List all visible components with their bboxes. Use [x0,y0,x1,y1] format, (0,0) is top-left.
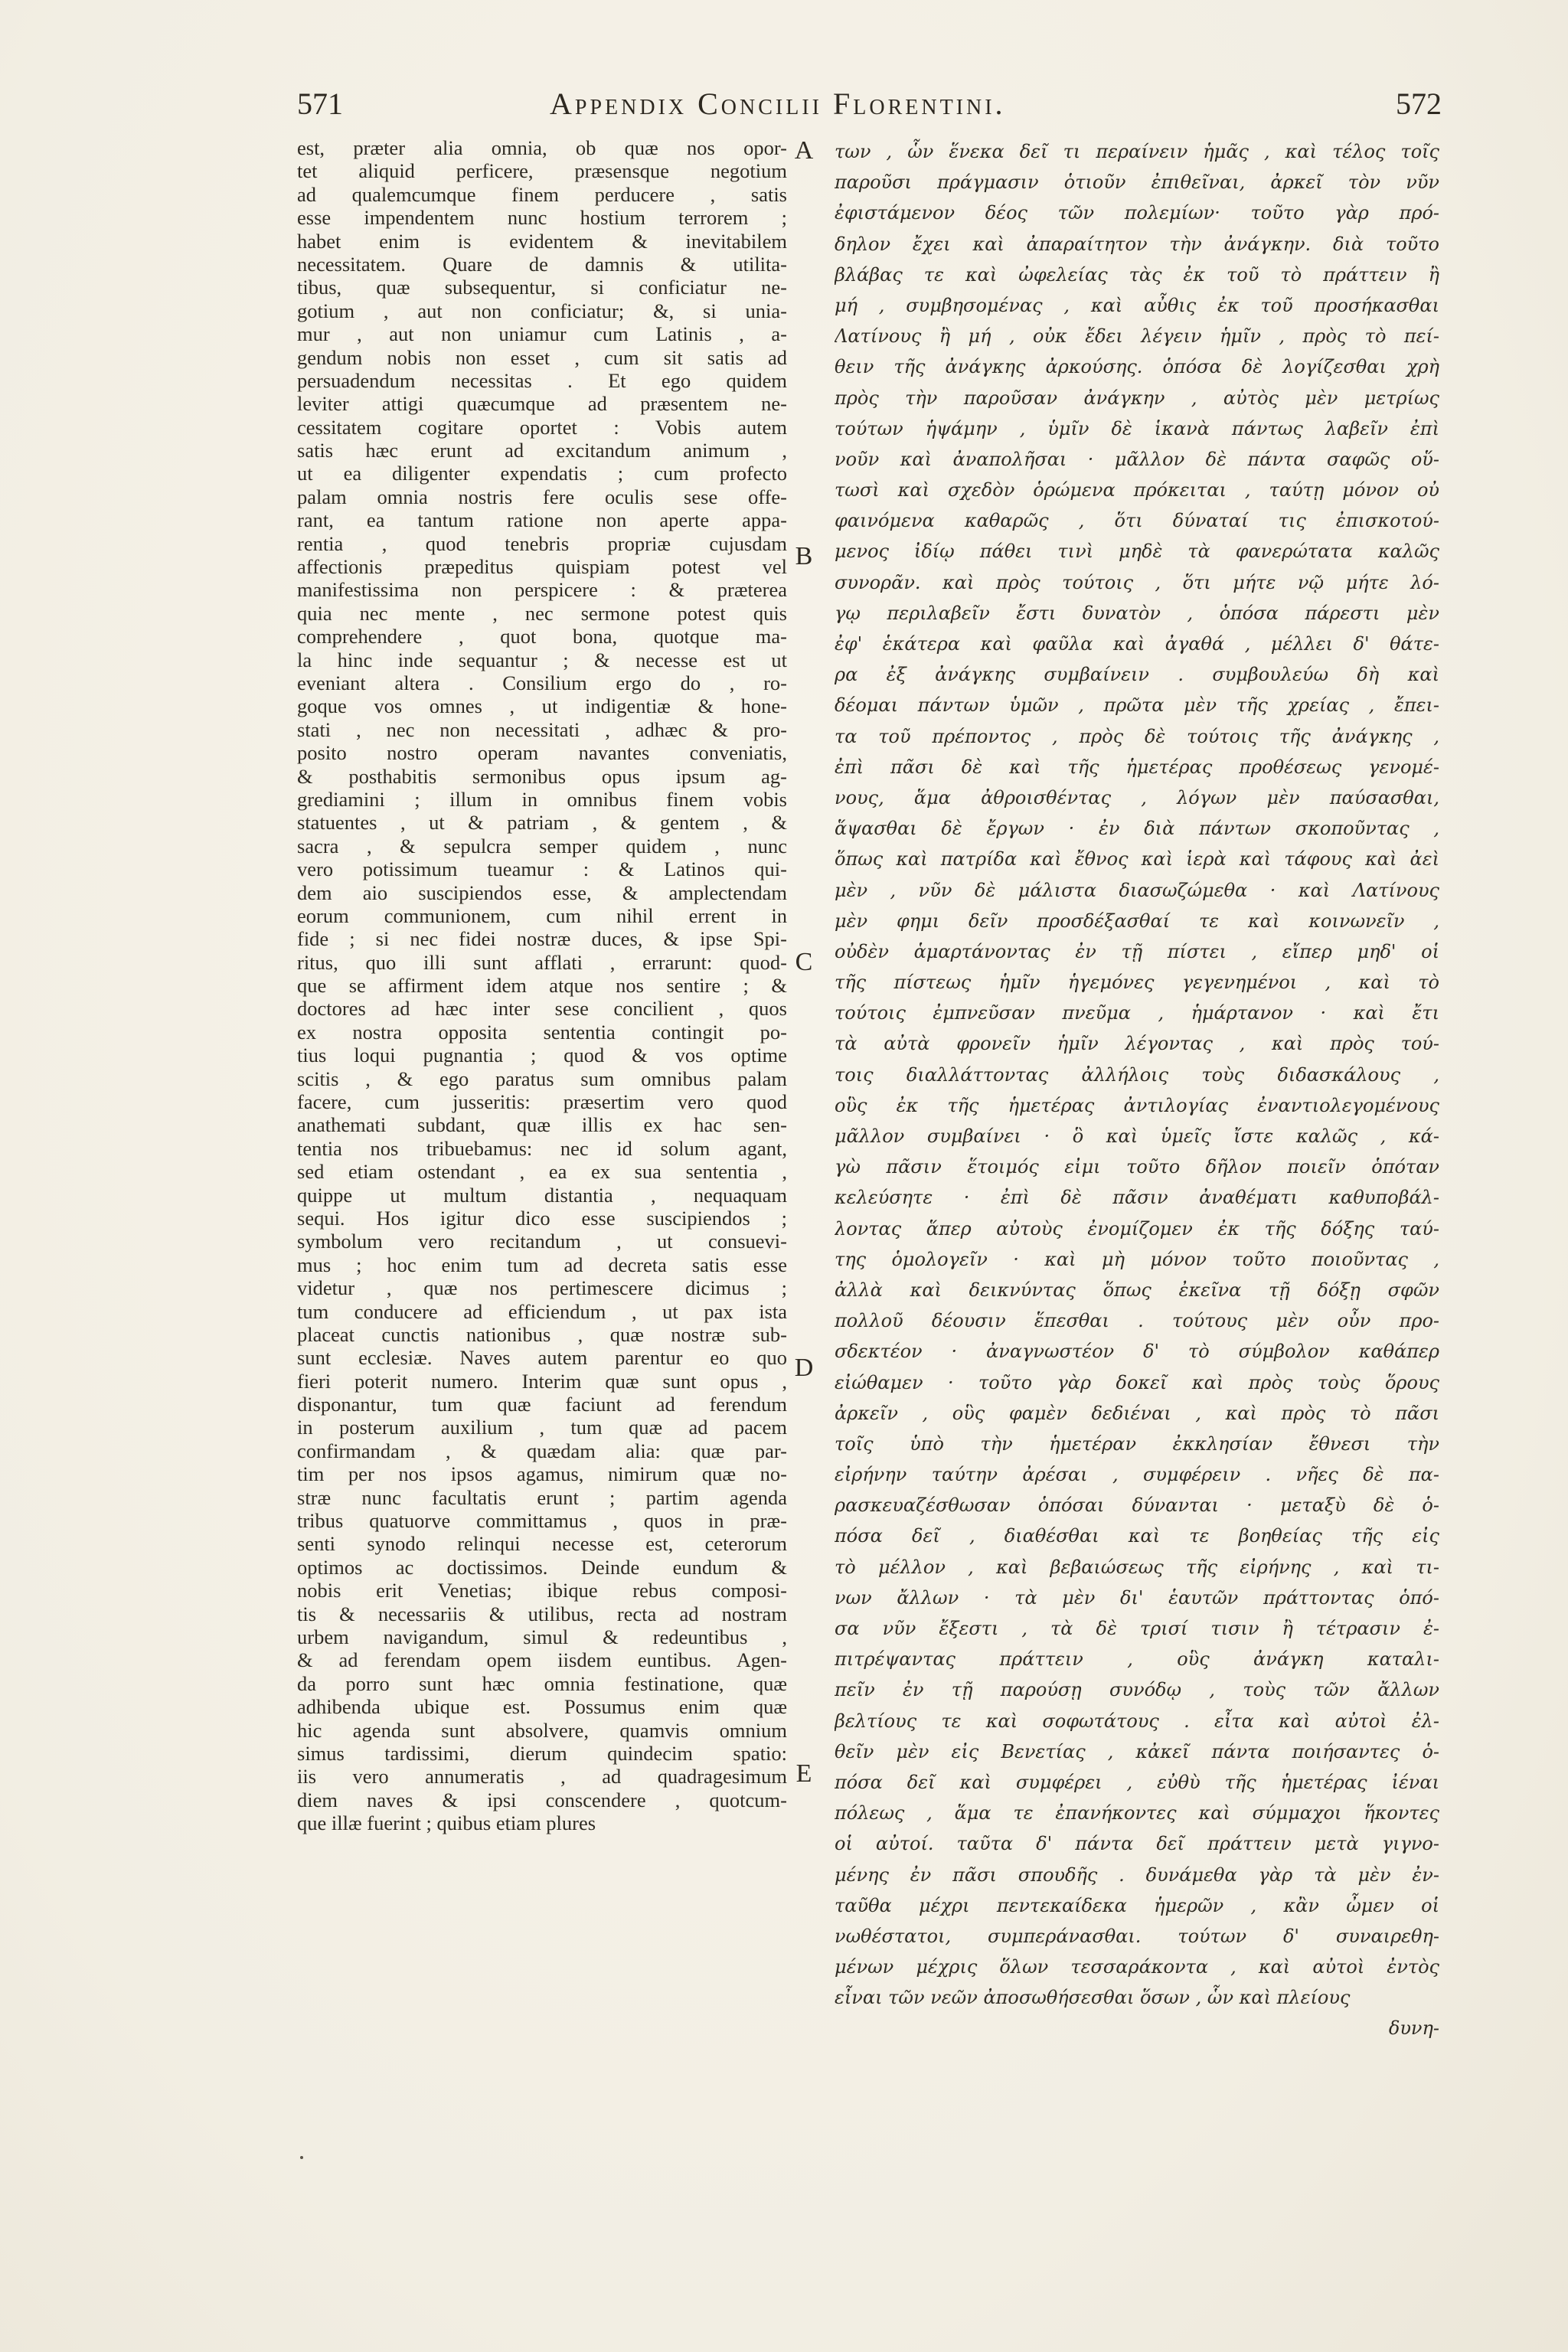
greek-line: ἐφιστάμενον δέος τῶν πολεμίων· τοῦτο γὰρ πρό- [835,202,1439,224]
greek-line: μενος ἰδίῳ πάθει τινὶ μηδὲ τὰ φανερώτατα καλῶς [835,541,1439,563]
greek-line: νωθέστατοι, συμπεράνασθαι. τούτων δ' συναιρεθη- [835,1925,1439,1947]
latin-line: hic agenda sunt absolvere, quamvis omnium [297,1718,787,1742]
greek-line: εἰρήνην ταύτην ἀρέσαι , συμφέρειν . νῆες δὲ πα- [835,1464,1439,1486]
latin-line: eorum communionem, cum nihil errent in [297,903,787,927]
greek-line: λοντας ἅπερ αὐτοὺς ἐνομίζομεν ἐκ τῆς δόξης ταύ- [835,1217,1439,1240]
latin-line: ut ea diligenter expendatis ; cum profecto [297,462,787,485]
greek-line: ρασκευαζέσθωσαν ὁπόσαι δύνανται · μεταξὺ δὲ ὁ- [835,1494,1439,1517]
latin-line: posito nostro operam navantes conveniatis, [297,741,787,765]
latin-line: tis & necessariis & utilibus, recta ad nostram [297,1602,787,1625]
latin-line: gotium , aut non conficiatur; &, si unia- [297,299,787,322]
greek-line: γῳ περιλαβεῖν ἔστι δυνατὸν , ὁπόσα πάρεστι μὲν [835,602,1439,624]
left-page-number: 571 [297,87,343,121]
greek-line: ἅψασθαι δὲ ἔργων · ἐν διὰ πάντων σκοποῦντας , [835,818,1439,840]
latin-line: confirmandam , & quædam alia: quæ par- [297,1439,787,1462]
ink-speck [300,2156,303,2159]
latin-line: cessitatem cogitare oportet : Vobis autem [297,415,787,439]
greek-line: φαινόμενα καθαρῶς , ὅτι δύναταί τις ἐπισκοτού- [835,510,1439,532]
greek-line: τὰ αὐτὰ φρονεῖν ἡμῖν λέγοντας , καὶ πρὸς τού- [835,1033,1439,1055]
greek-line: τωσὶ καὶ σχεδὸν ὁρώμενα πρόκειται , ταύτῃ μόνον οὐ [835,479,1439,501]
running-title: Appendix Concilii Florentini. [550,87,1006,121]
greek-line: οὐδὲν ἁμαρτάνοντας ἐν τῇ πίστει , εἴπερ μηδ' οἱ [835,940,1439,962]
latin-line: stati , nec non necessitati , adhæc & pro- [297,717,787,741]
greek-line: τῆς πίστεως ἡμῖν ἡγεμόνες γεγενημένοι , καὶ τὸ [835,972,1439,994]
latin-line: adhibenda ubique est. Possumus enim quæ [297,1695,787,1719]
greek-line: πεῖν ἐν τῇ παρούσῃ συνόδῳ , τοὺς τῶν ἄλλων [835,1679,1439,1701]
latin-line: senti synodo relinqui necesse est, ceterorum [297,1532,787,1556]
greek-line: νοῦν καὶ ἀναπολῆσαι · μᾶλλον δὲ πάντα σαφῶς οὕ- [835,448,1439,470]
latin-line: dem aio suscipiendos esse, & amplectendam [297,880,787,904]
greek-line: ἀρκεῖν , οὓς φαμὲν δεδιέναι , καὶ πρὸς τὸ πᾶσι [835,1402,1439,1424]
latin-line: tibus, quæ subsequentur, si conficiatur ne- [297,276,787,299]
latin-line: esse impendentem nunc hostium terrorem ; [297,206,787,230]
latin-line: persuadendum necessitas . Et ego quidem [297,368,787,392]
greek-line: μὲν φημι δεῖν προσδέξασθαί τε καὶ κοινωνεῖν , [835,910,1439,932]
margin-marker: A [794,136,814,165]
latin-line: diem naves & ipsi conscendere , quotcum- [297,1788,787,1811]
latin-line: & ad ferendam opem iisdem euntibus. Agen- [297,1648,787,1672]
margin-marker: D [794,1354,814,1382]
greek-line: παροῦσι πράγμασιν ὁτιοῦν ἐπιθεῖναι, ἀρκεῖ τὸν νῦν [835,172,1439,194]
greek-line: Λατίνους ἢ μή , οὐκ ἔδει λέγειν ἡμῖν , πρὸς τὸ πεί- [835,325,1439,348]
latin-line: affectionis præpeditus quispiam potest vel [297,555,787,579]
greek-line: μὲν , νῦν δὲ μάλιστα διασωζώμεθα · καὶ Λατίνους [835,879,1439,901]
latin-line: facere, cum jusseritis: præsertim vero quod [297,1090,787,1114]
greek-line: εἰώθαμεν · τοῦτο γὰρ δοκεῖ καὶ πρὸς τοὺς ὅρους [835,1371,1439,1393]
latin-line: doctores ad hæc inter sese concilient , quos [297,997,787,1021]
greek-line: ἐφ' ἑκάτερα καὶ φαῦλα καὶ ἀγαθά , μέλλει δ' θάτε- [835,633,1439,655]
greek-line: πρὸς τὴν παροῦσαν ἀνάγκην , αὐτὸς μὲν μετρίως [835,387,1439,409]
latin-line: fide ; si nec fidei nostræ duces, & ipse Spi- [297,927,787,951]
latin-line: tentia nos tribuebamus: nec id solum agant, [297,1136,787,1160]
latin-line: tet aliquid perficere, præsensque negotium [297,159,787,183]
greek-line: ταῦθα μέχρι πεντεκαίδεκα ἡμερῶν , κἂν ὦμεν οἱ [835,1894,1439,1916]
greek-line: γὼ πᾶσιν ἕτοιμός εἰμι τοῦτο δῆλον ποιεῖν ὁπόταν [835,1156,1439,1178]
greek-line: μένης ἐν πᾶσι σπουδῆς . δυνάμεθα γὰρ τὰ μὲν ἐν- [835,1864,1439,1886]
greek-line: οὓς ἐκ τῆς ἡμετέρας ἀντιλογίας ἐναντιολεγομένους [835,1094,1439,1116]
latin-line: sunt ecclesiæ. Naves autem parentur eo quo [297,1346,787,1370]
latin-line: tum conducere ad efficiendum , ut pax ista [297,1299,787,1323]
greek-line: δηλον ἔχει καὶ ἀπαραίτητον τὴν ἀνάγκην. διὰ τοῦτο [835,233,1439,255]
latin-line: iis vero annumeratis , ad quadragesimum [297,1765,787,1788]
latin-line: que illæ fuerint ; quibus etiam plures [297,1811,596,1835]
latin-text-column [297,136,787,1835]
greek-line: τούτοις ἐμπνεῦσαν πνεῦμα , ἡμάρτανον · καὶ ἔτι [835,1002,1439,1024]
latin-line: comprehendere , quot bona, quotque ma- [297,625,787,648]
margin-marker: B [795,542,813,570]
latin-line: sacra , & sepulcra semper quidem , nunc [297,834,787,858]
greek-line: πόλεως , ἅμα τε ἐπανήκοντες καὶ σύμμαχοι ἥκοντες [835,1802,1439,1824]
greek-line: ρα ἐξ ἀνάγκης συμβαίνειν . συμβουλεύω δὴ καὶ [835,664,1439,686]
page-header [297,86,1472,132]
greek-line: μᾶλλον συμβαίνει · ὃ καὶ ὑμεῖς ἴστε καλῶς , κά- [835,1125,1439,1147]
latin-line: simus tardissimi, dierum quindecim spatio: [297,1741,787,1765]
latin-line: habet enim is evidentem & inevitabilem [297,229,787,253]
greek-line: νων ἄλλων · τὰ μὲν δι' ἑαυτῶν πράττοντας ὁπό- [835,1586,1439,1609]
latin-line: symbolum vero recitandum , ut consuevi- [297,1230,787,1253]
latin-line: la hinc inde sequantur ; & necesse est ut [297,648,787,671]
latin-line: ad qualemcumque finem perducere , satis [297,182,787,206]
greek-line: ἀλλὰ καὶ δεικνύντας ὅπως ἐκεῖνα τῇ δόξῃ σφῶν [835,1279,1439,1301]
latin-line: mus ; hoc enim tum ad decreta satis esse [297,1253,787,1276]
greek-line: της ὁμολογεῖν · καὶ μὴ μόνον τοῦτο ποιοῦντας , [835,1248,1439,1270]
greek-line: πόσα δεῖ καὶ συμφέρει , εὐθὺ τῆς ἡμετέρας ἰέναι [835,1771,1439,1793]
greek-line: των , ὧν ἕνεκα δεῖ τι περαίνειν ἡμᾶς , καὶ τέλος τοῖς [835,141,1439,162]
greek-line: ἐπὶ πᾶσι δὲ καὶ τῆς ἡμετέρας προθέσεως γενομέ- [835,756,1439,778]
latin-line: stræ nunc facultatis erunt ; partim agenda [297,1485,787,1509]
greek-line: ὅπως καὶ πατρίδα καὶ ἔθνος καὶ ἱερὰ καὶ τάφους καὶ ἀεὶ [835,848,1439,871]
latin-line: & posthabitis sermonibus opus ipsum ag- [297,764,787,788]
greek-line: τοις διαλλάττοντας ἀλλήλοις τοὺς διδασκάλους , [835,1063,1439,1086]
latin-line: ritus, quo illi sunt afflati , errarunt: quod- [297,950,787,974]
latin-line: necessitatem. Quare de damnis & utilita- [297,252,787,276]
latin-line: tim per nos ipsos agamus, nimirum quæ no- [297,1462,787,1486]
greek-line: σα νῦν ἔξεστι , τὰ δὲ τρισί τισιν ἢ τέτρασιν ἐ- [835,1618,1439,1639]
latin-line: anathemati subdant, quæ illis ex hac sen- [297,1113,787,1137]
greek-line: πόσα δεῖ , διαθέσθαι καὶ τε βοηθείας τῆς εἰς [835,1525,1439,1547]
greek-line: νους, ἅμα ἀθροισθέντας , λόγων μὲν παύσασθαι, [835,786,1439,808]
greek-line: δέομαι πάντων ὑμῶν , πρῶτα μὲν τῆς χρείας , ἔπει- [835,694,1439,717]
greek-line: πολλοῦ δέουσιν ἕπεσθαι . τούτους μὲν οὖν προ- [835,1310,1439,1332]
right-page-number: 572 [1396,87,1442,121]
latin-line: fieri poterit numero. Interim quæ sunt opus , [297,1369,787,1393]
greek-text-column [835,136,1439,2044]
latin-line: vero potissimum tueamur : & Latinos qui- [297,858,787,881]
latin-line: optimos ac doctissimos. Deinde eundum & [297,1555,787,1579]
latin-line: scitis , & ego paratus sum omnibus palam [297,1067,787,1090]
greek-line: βελτίους τε καὶ σοφωτάτους . εἶτα καὶ αὐτοὶ ἐλ- [835,1710,1439,1732]
latin-line: placeat cunctis nationibus , quæ nostræ sub- [297,1322,787,1346]
latin-line: statuentes , ut & patriam , & gentem , & [297,811,787,835]
greek-line: κελεύσητε · ἐπὶ δὲ πᾶσιν ἀναθέματι καθυποβάλ- [835,1187,1439,1209]
greek-line: θειν τῆς ἀνάγκης ἀρκούσης. ὁπόσα δὲ λογίζεσθαι χρὴ [835,356,1439,378]
greek-line: εἶναι τῶν νεῶν ἀποσωθήσεσθαι ὅσων , ὧν καὶ πλείους [835,1987,1351,2009]
latin-line: tribus quatuorve committamus , quos in præ- [297,1509,787,1533]
greek-line: οἱ αὐτοί. ταῦτα δ' πάντα δεῖ πράττειν μετὰ γιγνο- [835,1833,1439,1855]
latin-line: ex nostra opposita sententia contingit po- [297,1020,787,1044]
latin-line: eveniant altera . Consilium ergo do , ro- [297,671,787,694]
latin-line: quia nec mente , nec sermone potest quis [297,601,787,625]
greek-line: σδεκτέον · ἀναγνωστέον δ' τὸ σύμβολον καθάπερ [835,1341,1439,1363]
latin-line: grediamini ; illum in omnibus finem vobis [297,787,787,811]
latin-line: urbem navigandum, simul & redeuntibus , [297,1625,787,1648]
latin-line: que se affirment idem atque nos sentire ; & [297,974,787,998]
margin-marker: E [795,1759,812,1788]
greek-line: τὸ μέλλον , καὶ βεβαιώσεως τῆς εἰρήνης , καὶ τι- [835,1556,1439,1578]
latin-line: est, præter alia omnia, ob quæ nos opor- [297,136,787,159]
latin-line: sed etiam ostendant , ea ex sua sententia , [297,1160,787,1184]
greek-line: μένων μέχρις ὅλων τεσσαράκοντα , καὶ αὐτοὶ ἐντὸς [835,1956,1439,1978]
latin-line: in posterum auxilium , tum quæ ad pacem [297,1416,787,1439]
latin-line: quippe ut multum distantia , nequaquam [297,1183,787,1207]
latin-line: nobis erit Venetias; ibique rebus composi- [297,1579,787,1602]
latin-line: videtur , quæ nos pertimescere dicimus ; [297,1276,787,1300]
latin-line: leviter attigi quæcumque ad præsentem ne- [297,392,787,416]
latin-line: satis hæc erunt ad excitandum animum , [297,439,787,462]
latin-line: rentia , quod tenebris propriæ cujusdam [297,531,787,555]
latin-line: sequi. Hos igitur dico esse suscipiendos ; [297,1206,787,1230]
latin-line: manifestissima non perspicere : & præterea [297,578,787,602]
greek-line: τα τοῦ πρέποντος , πρὸς δὲ τούτοις τῆς ἀνάγκης , [835,725,1439,747]
greek-line: συνορᾶν. καὶ πρὸς τούτοις , ὅτι μήτε νῷ μήτε λό- [835,571,1439,593]
latin-line: tius loqui pugnantia ; quod & vos optime [297,1044,787,1067]
latin-line: gendum nobis non esset , cum sit satis ad [297,345,787,369]
greek-line: πιτρέψαντας πράττειν , οὓς ἀνάγκη καταλι- [835,1648,1439,1671]
latin-line: da porro sunt hæc omnia festinatione, quæ [297,1671,787,1695]
greek-line: μή , συμβησομένας , καὶ αὖθις ἐκ τοῦ προσήκασθαι [835,294,1439,316]
margin-marker: C [795,948,813,976]
greek-line: τούτων ἡψάμην , ὑμῖν δὲ ἱκανὰ πάντως λαβεῖν ἐπὶ [835,417,1439,439]
greek-line: βλάβας τε καὶ ὠφελείας τὰς ἐκ τοῦ τὸ πράττειν ἢ [835,263,1439,286]
greek-line: θεῖν μὲν εἰς Βενετίας , κἀκεῖ πάντα ποιήσαντες ὁ- [835,1740,1439,1762]
latin-line: goque vos omnes , ut indigentiæ & hone- [297,694,787,718]
greek-line: τοῖς ὑπὸ τὴν ἡμετέραν ἐκκλησίαν ἔθνεσι τὴν [835,1432,1439,1455]
latin-line: palam omnia nostris fere oculis sese offe- [297,485,787,508]
latin-line: mur , aut non uniamur cum Latinis , a- [297,322,787,346]
latin-line: rant, ea tantum ratione non aperte appa- [297,508,787,532]
latin-line: disponantur, tum quæ faciunt ad ferendum [297,1393,787,1416]
catchword: δυνη- [1388,2017,1439,2040]
